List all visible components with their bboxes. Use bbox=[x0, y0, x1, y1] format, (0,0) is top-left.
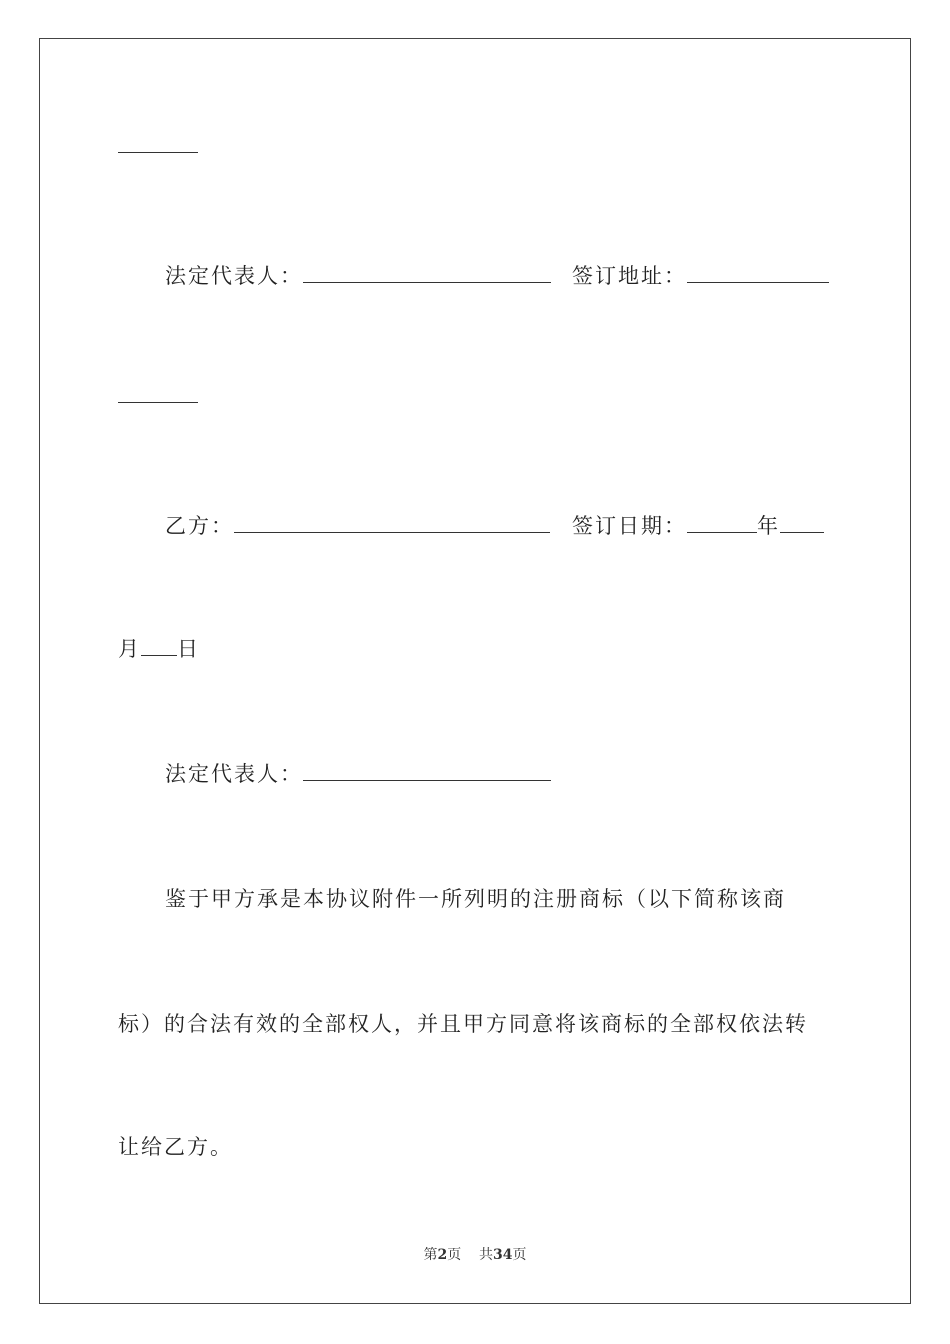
party-b-row bbox=[165, 512, 550, 540]
party-b-blank[interactable] bbox=[234, 516, 550, 533]
footer-page-suffix: 页 bbox=[447, 1247, 462, 1263]
party-a-representative-label: 法定代表人： bbox=[165, 264, 303, 288]
blank-line-continuation-2 bbox=[118, 382, 198, 410]
footer-page-number: 2 bbox=[437, 1247, 448, 1263]
party-a-representative-row bbox=[165, 262, 551, 290]
month-day-row bbox=[118, 635, 200, 663]
fill-in-blank[interactable] bbox=[118, 136, 198, 153]
party-b-representative-row bbox=[165, 760, 551, 788]
paragraph-line-3: 让给乙方。 bbox=[118, 1135, 233, 1159]
signing-date-row bbox=[572, 512, 824, 540]
year-label: 年 bbox=[757, 514, 780, 538]
month-blank[interactable] bbox=[780, 516, 824, 533]
day-label: 日 bbox=[177, 637, 200, 661]
page-footer bbox=[0, 1246, 950, 1264]
footer-total-pages: 34 bbox=[493, 1247, 513, 1263]
party-b-representative-label: 法定代表人： bbox=[165, 762, 303, 786]
page-border bbox=[39, 38, 911, 1304]
signing-address-blank-continued[interactable] bbox=[118, 386, 198, 403]
blank-line-continuation-1 bbox=[118, 132, 198, 160]
footer-prefix: 第 bbox=[423, 1247, 438, 1263]
footer-total-prefix: 共 bbox=[479, 1247, 494, 1263]
signing-address-label: 签订地址： bbox=[572, 264, 687, 288]
party-b-label: 乙方： bbox=[165, 514, 234, 538]
signing-date-label: 签订日期： bbox=[572, 514, 687, 538]
year-blank[interactable] bbox=[687, 516, 757, 533]
paragraph-line-2: 标）的合法有效的全部权人，并且甲方同意将该商标的全部权依法转 bbox=[118, 1012, 808, 1036]
month-label: 月 bbox=[118, 637, 141, 661]
paragraph-line-1: 鉴于甲方承是本协议附件一所列明的注册商标（以下简称该商 bbox=[165, 887, 786, 911]
signing-address-row bbox=[572, 262, 829, 290]
party-a-representative-blank[interactable] bbox=[303, 266, 551, 283]
footer-total-suffix: 页 bbox=[512, 1247, 527, 1263]
signing-address-blank[interactable] bbox=[687, 266, 829, 283]
day-blank[interactable] bbox=[141, 639, 177, 656]
party-b-representative-blank[interactable] bbox=[303, 764, 551, 781]
